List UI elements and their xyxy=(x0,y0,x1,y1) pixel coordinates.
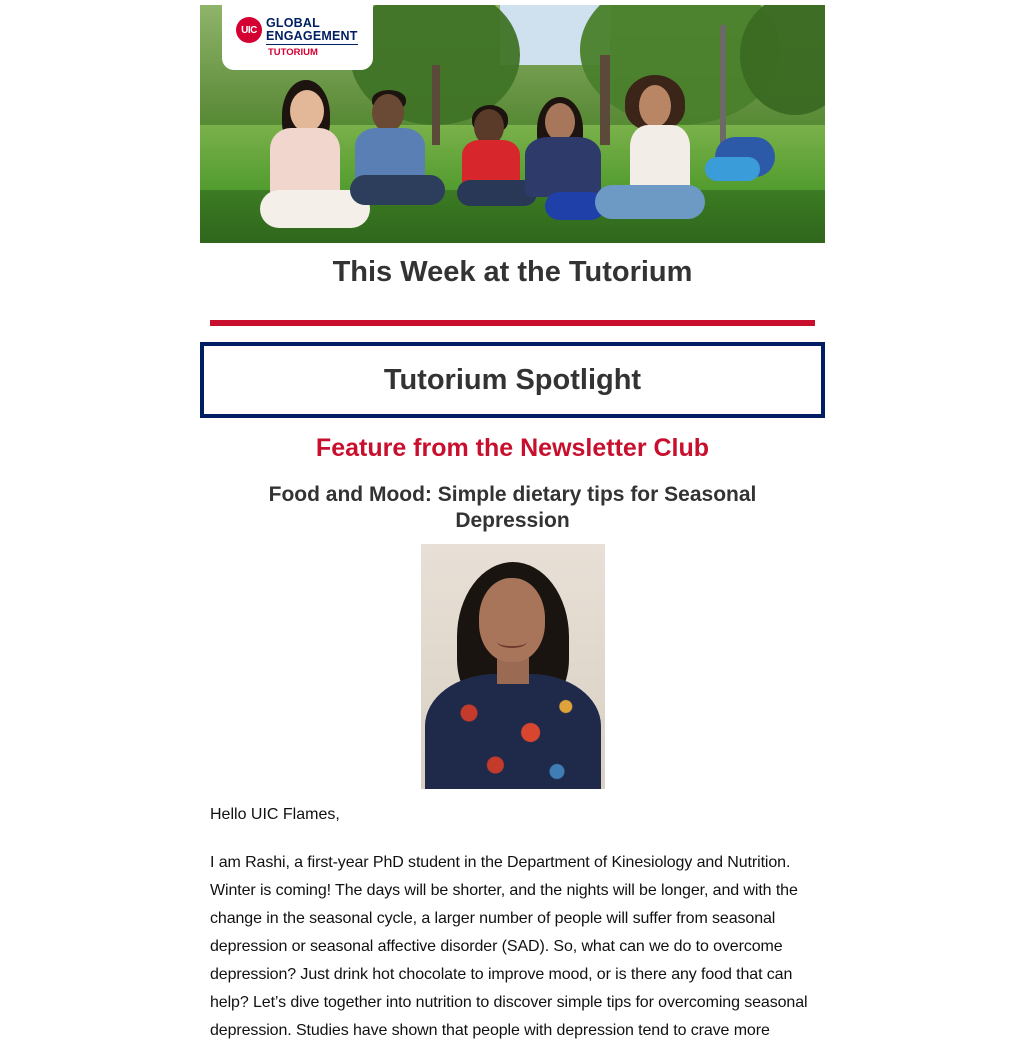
newsletter xyxy=(200,5,825,1045)
greeting: Hello UIC Flames, xyxy=(210,806,340,823)
logo-subtitle: TUTORIUM xyxy=(268,47,318,58)
logo-line-2: ENGAGEMENT xyxy=(266,29,358,43)
uic-logo[interactable] xyxy=(222,5,373,70)
page-title: This Week at the Tutorium xyxy=(332,256,693,288)
lamp-post xyxy=(720,25,726,145)
hero-banner-image xyxy=(200,5,825,243)
logo-divider xyxy=(266,44,358,45)
logo-line-1: GLOBAL xyxy=(266,16,320,30)
spotlight-box xyxy=(200,342,825,418)
uic-logo-mark: UIC xyxy=(236,17,262,43)
feature-heading: Feature from the Newsletter Club xyxy=(315,434,710,462)
article-body xyxy=(210,805,820,1045)
tree-trunk xyxy=(432,65,440,145)
article-title: Food and Mood: Simple dietary tips for Seasonal Depression xyxy=(268,483,757,532)
spotlight-heading: Tutorium Spotlight xyxy=(383,363,642,396)
author-photo xyxy=(421,544,605,789)
tree-trunk xyxy=(600,55,610,145)
article-paragraph: I am Rashi, a first-year PhD student in the Department of Kinesiology and Nutrition. Winter is coming! The days will be shorter, and the nights will be longer, and with the change in the seasonal cycle, a larger number of people will suffer from seasonal depression or seasonal affective disorder (SAD). So, what can we do to overcome depression? Just drink hot chocolate to improve mood, or is there any food that can help? Let’s dive together into nutrition to discover simple tips for overcoming seasonal depression. Studies have shown that people with depression tend to crave more xyxy=(210,854,808,1039)
title-divider xyxy=(210,320,815,326)
